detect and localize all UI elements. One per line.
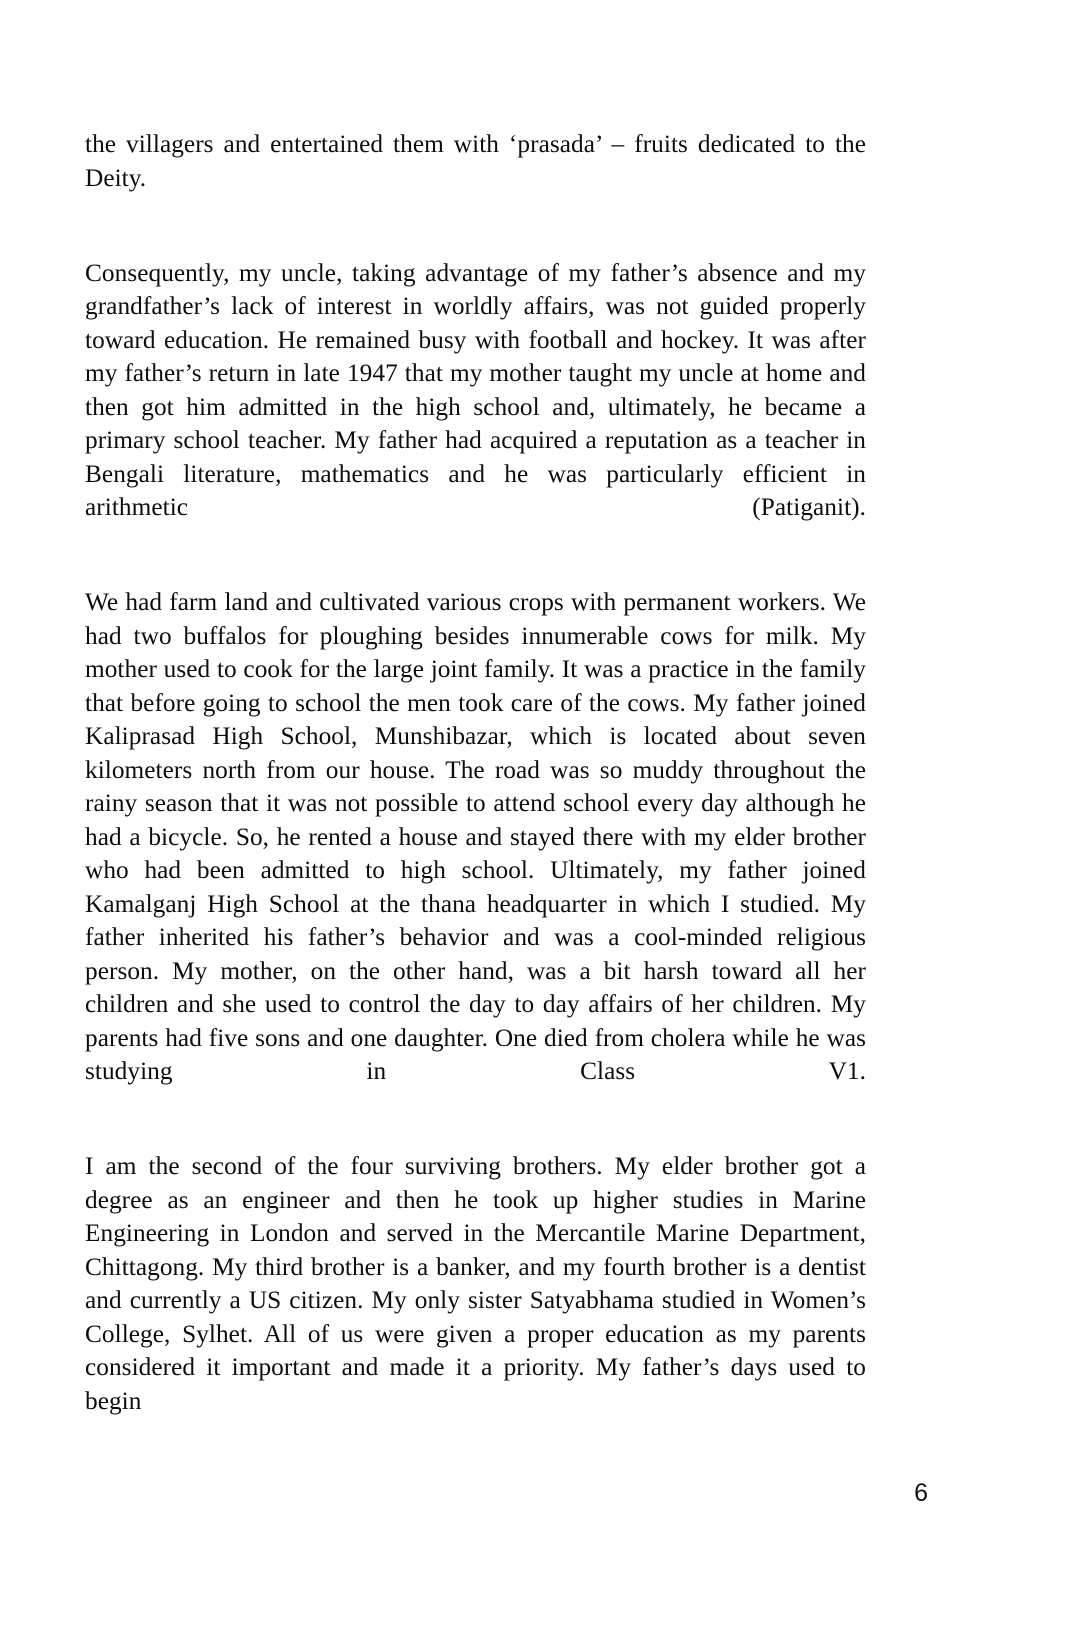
body-paragraph-4: I am the second of the four surviving brothers. My elder brother got a degree as an engineer and then he took up higher studies in Marine Engineering in London and served in the Mercantile Marine Department, Chittagong. My third brother is a banker, and my fourth brother is a dentist and currently a US citizen. My only sister Satyabhama studied in Women’s College, Sylhet. All of us were given a proper education as my parents considered it important and made it a priority. My father’s days used to begin (85, 1152, 866, 1415)
page-number: 6 (914, 1479, 928, 1507)
body-paragraph-3: We had farm land and cultivated various crops with permanent workers. We had two buffalos for ploughing besides innumerable cows for milk. My mother used to cook for the large joint family. It was a practice in the family that before going to school the men took care of the cows. My father joined Kaliprasad High School, Munshibazar, which is located about seven kilometers north from our house. The road was so muddy throughout the rainy season that it was not possible to attend school every day although he had a bicycle. So, he rented a house and stayed there with my elder brother who had been admitted to high school. Ultimately, my father joined Kamalganj High School at the thana headquarter in which I studied. My father inherited his father’s behavior and was a cool-minded religious person. My mother, on the other hand, was a bit harsh toward all her children and she used to control the day to day affairs of her children. My parents had five sons and one daughter. One died from cholera while he was studying in Class V1. (85, 588, 866, 1085)
page-body-text-column (85, 128, 866, 1452)
body-paragraph-1: the villagers and entertained them with ‘prasada’ – fruits dedicated to the Deity. (85, 130, 866, 192)
body-paragraph-2: Consequently, my uncle, taking advantage of my father’s absence and my grandfather’s lack of interest in worldly affairs, was not guided properly toward education. He remained busy with football and hockey. It was after my father’s return in late 1947 that my mother taught my uncle at home and then got him admitted in the high school and, ultimately, he became a primary school teacher. My father had acquired a reputation as a teacher in Bengali literature, mathematics and he was particularly efficient in arithmetic (Patiganit). (85, 258, 866, 521)
